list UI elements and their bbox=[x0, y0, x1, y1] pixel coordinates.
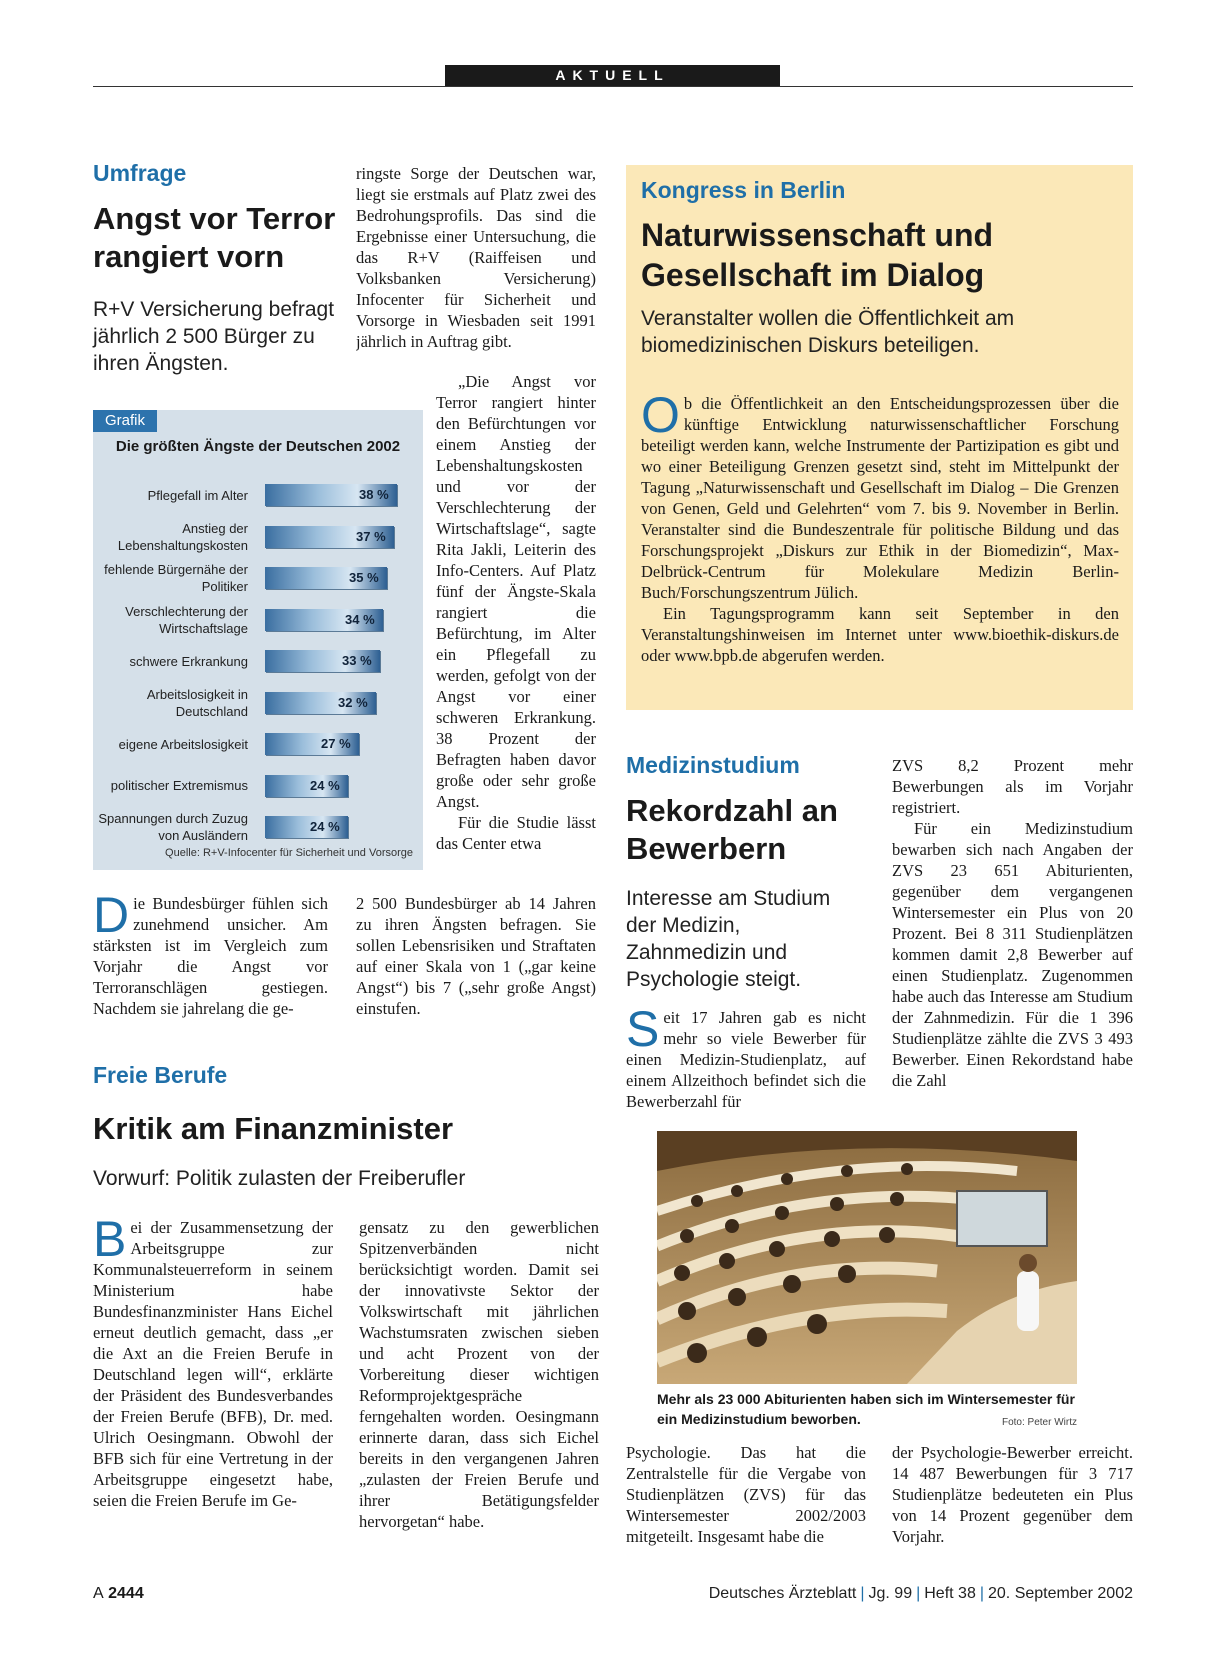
chart-value-label: 33 % bbox=[342, 653, 372, 668]
chart-value-label: 27 % bbox=[321, 736, 351, 751]
medizin-col2-p1: ZVS 8,2 Prozent mehr Bewerbungen als im Vorjahr registriert. bbox=[892, 756, 1133, 817]
medizin-headline: Rekordzahl an Bewerbern bbox=[626, 793, 838, 866]
umfrage-deck: R+V Versicherung befragt jährlich 2 500 Bürger zu ihren Ängsten. bbox=[93, 298, 335, 375]
medizin-dropcap: S bbox=[626, 1007, 660, 1057]
photo-caption bbox=[657, 1389, 1077, 1433]
chart-category-label: politischer Extremismus bbox=[110, 778, 248, 793]
kongress-p1: b die Öffentlichkeit an den Entscheidungsprozessen über die künftige Entwicklung naturwissenschaftlicher Forschung beteiligt werden kann, welche Instrumente der Partizipation es gibt und wo einer Beteiligung Grenzen gesetzt sind, steht im Mittelpunkt der Tagung „Naturwissenschaft und Gesellschaft im Dialog – Die Grenzen von Genen, Geld und Gelehrten“ vom 7. bis 9. November in Berlin. Veranstalter sind die Bundeszentrale für politische Bildung und das Forschungsprojekt „Diskurs zur Ethik in der Biomedizin“, Max-Delbrück-Centrum für Molekulare Medizin Berlin-Buch/Forschungszentrum Jülich. bbox=[641, 394, 1119, 602]
kongress-dropcap: O bbox=[641, 393, 680, 443]
footer-separator: | bbox=[916, 1585, 921, 1602]
page-number bbox=[93, 1585, 144, 1603]
page-prefix: A bbox=[93, 1585, 104, 1602]
fears-chart bbox=[93, 410, 423, 870]
medizin-col1-text: eit 17 Jahren gab es nicht mehr so viele Bewerber für einen Medizin-Studienplatz, auf einem Allzeithoch befindet sich die Bewerberzahl für bbox=[626, 1008, 866, 1111]
umfrage-col2-p1: ringste Sorge der Deutschen war, liegt sie erstmals auf Platz zwei des Bedrohungsprofils. Das sind die Ergebnisse einer Untersuchung, die das R+V (Raiffeisen und Volksbanken Versicherung) Infocenter für Sicherheit und Vorsorge in Wiesbaden seit 1991 jährlich in Auftrag gibt. bbox=[356, 164, 596, 351]
chart-source: Quelle: R+V-Infocenter für Sicherheit und Vorsorge bbox=[165, 847, 413, 859]
medizin-kicker: Medizinstudium bbox=[626, 752, 800, 778]
berufe-col2 bbox=[359, 1217, 599, 1557]
chart-category-label: fehlende Bürgernähe der Politiker bbox=[104, 562, 248, 594]
header-rule bbox=[93, 86, 1133, 87]
kongress-body bbox=[641, 393, 1119, 703]
medizin-deck: Interesse am Studium der Medizin, Zahnmedizin und Psychologie steigt. bbox=[626, 887, 831, 991]
umfrage-dropcap: D bbox=[93, 893, 130, 943]
journal-date: 20. September 2002 bbox=[988, 1585, 1133, 1602]
kongress-deck: Veranstalter wollen die Öffentlichkeit am biomedizinischen Diskurs beteiligen. bbox=[641, 307, 1015, 357]
chart-category-label: Anstieg der Lebenshaltungskosten bbox=[117, 520, 248, 553]
chart-value-label: 32 % bbox=[338, 694, 368, 710]
footer-separator: | bbox=[979, 1585, 984, 1602]
kongress-p2: Ein Tagungsprogramm kann seit September in den Veranstaltungshinweisen im Internet unter www.bioethik-diskurs.de oder www.bpb.de abgerufen werden. bbox=[641, 604, 1119, 665]
page-number-value: 2444 bbox=[108, 1585, 144, 1602]
chart-category-label: Arbeitslosigkeit in Deutschland bbox=[146, 686, 248, 719]
medizin-col4 bbox=[892, 1442, 1133, 1552]
chart-row bbox=[93, 766, 423, 806]
umfrage-headline: Angst vor Terror rangiert vorn bbox=[93, 201, 336, 274]
lecture-hall-photo bbox=[657, 1131, 1077, 1384]
medizin-col3 bbox=[626, 1442, 866, 1552]
chart-row bbox=[93, 558, 423, 598]
berufe-col1 bbox=[93, 1217, 333, 1557]
photo-credit: Foto: Peter Wirtz bbox=[1001, 1417, 1077, 1428]
chart-row bbox=[93, 641, 423, 681]
chart-category-label: Spannungen durch Zuzug von Ausländern bbox=[98, 811, 248, 843]
umfrage-col2c bbox=[356, 893, 596, 1023]
umfrage-kicker: Umfrage bbox=[93, 160, 187, 186]
umfrage-col1 bbox=[93, 893, 328, 1023]
chart-row bbox=[93, 517, 423, 557]
journal-issue: Heft 38 bbox=[924, 1585, 976, 1602]
chart-row bbox=[93, 600, 423, 640]
berufe-dropcap: B bbox=[93, 1217, 127, 1267]
chart-category-label: Verschlechterung der Wirtschaftslage bbox=[125, 603, 248, 636]
berufe-col1-text: ei der Zusammensetzung der Arbeitsgruppe zur Kommunalsteuerreform in seinem Ministerium habe Bundesfinanzminister Hans Eichel erneut deutlich gemacht, dass „er die Axt an die Freien Berufe in Deutschland legen will“, erklärte der Präsident des Bundesverbandes der Freien Berufe (BFB), Dr. med. Ulrich Oesingmann. Obwohl der BFB sich für eine Vertretung in der Arbeitsgruppe eingesetzt habe, seien die Freien Berufe im Ge- bbox=[93, 1218, 333, 1510]
chart-value-label: 24 % bbox=[310, 819, 340, 834]
kongress-headline: Naturwissenschaft und Gesellschaft im Dialog bbox=[641, 217, 994, 293]
chart-value-label: 38 % bbox=[359, 487, 389, 502]
journal-info bbox=[709, 1585, 1133, 1603]
journal-name: Deutsches Ärzteblatt bbox=[708, 1585, 857, 1602]
journal-volume: Jg. 99 bbox=[868, 1585, 913, 1602]
chart-row bbox=[93, 475, 423, 515]
chart-value-label: 37 % bbox=[356, 528, 386, 544]
umfrage-col2a bbox=[356, 163, 596, 368]
chart-row bbox=[93, 683, 423, 723]
medizin-col3-text: Psychologie. Das hat die Zentralstelle für die Vergabe von Studienplätzen (ZVS) für das Wintersemester 2002/2003 mitgeteilt. Insgesamt habe die bbox=[626, 1443, 866, 1546]
medizin-col1 bbox=[626, 1007, 866, 1115]
section-label: AKTUELL bbox=[445, 65, 780, 86]
chart-title: Die größten Ängste der Deutschen 2002 bbox=[115, 438, 401, 455]
berufe-headline: Kritik am Finanzminister bbox=[93, 1111, 454, 1146]
chart-value-label: 35 % bbox=[349, 570, 379, 585]
umfrage-col2-p2: „Die Angst vor Terror rangiert hinter den Befürchtungen vor einem Anstieg der Lebenshaltungskosten und vor der Verschlechterung der Wirtschaftslage“, sagte Rita Jakli, Leiterin des Info-Centers. Auf Platz fünf der Ängste-Skala rangiert die Befürchtung, im Alter ein Pflegefall zu werden, gefolgt von der Angst vor einer schweren Erkrankung. 38 Prozent der Befragten haben davor große oder sehr große Angst. bbox=[436, 372, 596, 811]
umfrage-col2-p4: 2 500 Bundesbürger ab 14 Jahren zu ihren Ängsten befragen. Sie sollen Lebensrisiken und Straftaten auf einer Skala von 1 („gar keine Angst“) bis 7 („sehr große Angst) einstufen. bbox=[356, 894, 596, 1018]
berufe-col2-text: gensatz zu den gewerblichen Spitzenverbänden nicht berücksichtigt worden. Damit sei der innovativste Sektor der Volkswirtschaft mit jährlichen Wachstumsraten zwischen sieben und acht Prozent von der Vorbereitung dieser wichtigen Reformprojektgespräche ferngehalten worden. Oesingmann erinnerte daran, dass sich Eichel bereits in den vergangenen Jahren „zulasten der Freien Berufe und ihrer Betätigungsfelder hervorgetan“ habe. bbox=[359, 1218, 599, 1531]
umfrage-col1-text: ie Bundesbürger fühlen sich zunehmend unsicher. Am stärksten ist im Vergleich zum Vorjahr die Angst vor Terroranschlägen gestiegen. Nachdem sie jahrelang die ge- bbox=[93, 894, 328, 1018]
footer-separator: | bbox=[860, 1585, 865, 1602]
umfrage-col2b bbox=[436, 371, 596, 861]
berufe-kicker: Freie Berufe bbox=[93, 1062, 228, 1088]
chart-tag: Grafik bbox=[93, 410, 157, 432]
medizin-col4-text: der Psychologie-Bewerber erreicht. 14 487 Bewerbungen für 3 717 Studienplätze bedeuteten ein Plus von 14 Prozent gegenüber dem Vorjahr. bbox=[892, 1443, 1133, 1546]
photo-caption-text: Mehr als 23 000 Abiturienten haben sich im Wintersemester für ein Medizinstudium beworben. bbox=[657, 1391, 1075, 1427]
chart-category-label: schwere Erkrankung bbox=[129, 653, 248, 669]
kongress-kicker: Kongress in Berlin bbox=[641, 177, 846, 203]
chart-row bbox=[93, 807, 423, 847]
umfrage-col2-p3: Für die Studie lässt das Center etwa bbox=[436, 813, 596, 853]
medizin-col2-p2: Für ein Medizinstudium bewarben sich nach Angaben der ZVS 23 651 Abiturienten, gegenüber dem vergangenen Wintersemester ein Plus von 20 Prozent. Bei 8 311 Studienplätzen kommen damit 2,8 Bewerber auf einen Studienplatz. Zugenommen habe auch das Interesse am Studium der Zahnmedizin. Für die 1 396 Studienplätze zählte die ZVS 3 493 Bewerber. Einen Rekordstand habe die Zahl bbox=[892, 819, 1133, 1090]
kongress-box bbox=[626, 165, 1133, 710]
chart-category-label: eigene Arbeitslosigkeit bbox=[118, 736, 248, 752]
chart-category-label: Pflegefall im Alter bbox=[147, 487, 248, 503]
medizin-col2 bbox=[892, 755, 1133, 1115]
chart-value-label: 24 % bbox=[310, 777, 340, 793]
chart-value-label: 34 % bbox=[345, 611, 375, 627]
berufe-deck: Vorwurf: Politik zulasten der Freiberufler bbox=[93, 1167, 466, 1190]
chart-row bbox=[93, 724, 423, 764]
